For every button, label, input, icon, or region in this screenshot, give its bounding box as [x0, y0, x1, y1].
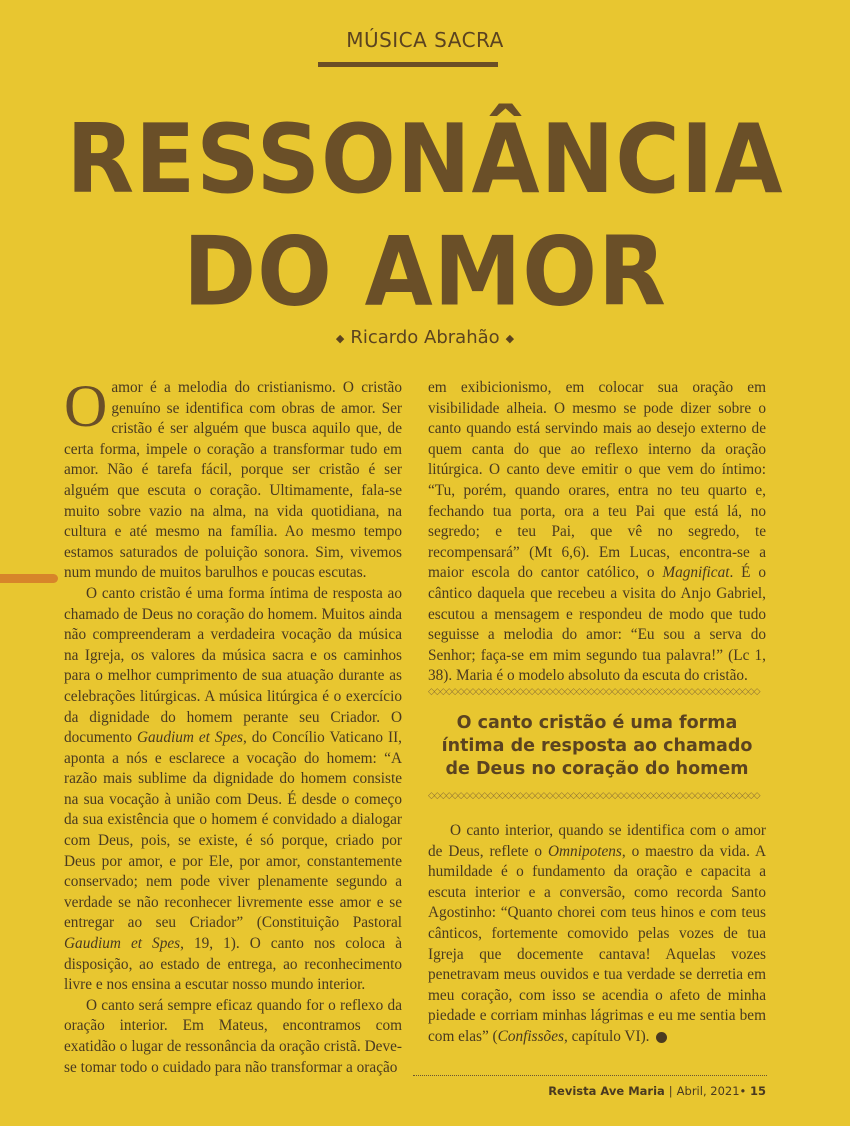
byline [0, 327, 850, 348]
paragraph: em exibicionismo, em colocar sua oração em visibilidade alheia. O mesmo se pode dizer sobre o canto quando está servindo mais ao desejo externo de quem canta do que ao reflexo interno da oração litúrgica. O canto deve emitir o que vem do íntimo: “Tu, porém, quando orares, entra no teu quarto e, fechando tua porta, ora a teu Pai que está lá, no segredo; e teu Pai, que vê no segredo, te recompensará” (Mt 6,6). Em Lucas, encontra-se a maior escola do cantor católico, o Magnificat. É o cântico daquela que recebeu a visita do Anjo Gabriel, escutou a mensagem e respondeu de modo que tudo seguisse a melodia do amor: “Eu sou a serva do Senhor; faça-se em mim segundo tua palavra!” (Lc 1, 38). Maria é o modelo absoluto da escuta do cristão. [428, 379, 767, 685]
side-tab-marker [0, 574, 58, 583]
title-line-1: RESSONÂNCIA [66, 103, 784, 215]
article-title [0, 104, 850, 329]
page-separator: • [739, 1084, 747, 1098]
decorative-divider: ◇◇◇◇◇◇◇◇◇◇◇◇◇◇◇◇◇◇◇◇◇◇◇◇◇◇◇◇◇◇◇◇◇◇◇◇◇◇◇◇◇◇◇◇◇◇◇◇◇◇◇◇◇◇◇◇ [428, 688, 760, 696]
footer-rule [413, 1075, 767, 1076]
paragraph: O canto interior, quando se identifica com o amor de Deus, reflete o Omnipotens, o maestro da vida. A humildade é o fundamento da oração e capacita a escuta interior e a conversão, como recorda Santo Agostinho: “Quanto chorei com teus hinos e com teus cânticos, fortemente comovido pelas vozes de tua Igreja que docemente cantava! Aquelas vozes penetravam meus ouvidos e tua verdade se derretia em meu coração, com isso se acendia o afeto de minha piedade e corriam minhas lágrimas e eu me sentia bem com elas” (Confissões, capítulo VI). [428, 822, 767, 1045]
pull-quote: O canto cristão é uma forma íntima de resposta ao chamado de Deus no coração do homem [441, 713, 753, 779]
right-column-top [428, 378, 766, 687]
end-mark-icon [656, 1032, 667, 1043]
magazine-name: Revista Ave Maria [548, 1084, 665, 1098]
decorative-divider: ◇◇◇◇◇◇◇◇◇◇◇◇◇◇◇◇◇◇◇◇◇◇◇◇◇◇◇◇◇◇◇◇◇◇◇◇◇◇◇◇◇◇◇◇◇◇◇◇◇◇◇◇◇◇◇◇ [428, 792, 760, 800]
section-rule [318, 62, 498, 67]
drop-cap: O [64, 373, 108, 439]
title-line-2: DO AMOR [183, 216, 667, 328]
paragraph: Oamor é a melodia do cristianismo. O cristão genuíno se identifica com obras de amor. Ser cristão é ser alguém que busca aquilo que, de certa forma, impele o coração a transformar tudo em amor. Não é tarefa fácil, porque ser cristão é ser alguém que escuta o coração. Ultimamente, fala-se muito sobre vazio na alma, na vida quotidiana, na cultura e até mesmo na família. Ao mesmo tempo estamos saturados de poluição sonora. Sim, vivemos num mundo de muitos barulhos e poucas escutas. [64, 373, 402, 582]
right-column-bottom [428, 821, 766, 1048]
diamond-icon: ◆ [335, 331, 345, 345]
author-name: Ricardo Abrahão [350, 327, 500, 348]
section-label: MÚSICA SACRA [346, 28, 504, 52]
paragraph: O canto cristão é uma forma íntima de resposta ao chamado de Deus no coração do homem. Muitos ainda não compreenderam a verdadeira vocação da música na Igreja, os valores da música sacra e os caminhos para o melhor cumprimento de sua atuação durante as celebrações litúrgicas. A música litúrgica é o exercício da dignidade do homem perante seu Criador. O documento Gaudium et Spes, do Concílio Vaticano II, aponta a nós e esclarece a vocação do homem: “A razão mais sublime da dignidade do homem consiste na sua vocação à união com Deus. É desde o começo da sua existência que o homem é convidado a dialogar com Deus, pois, se existe, é só porque, criado por Deus por amor, e por Ele, por amor, constantemente conservado; nem pode viver plenamente segundo a verdade se não reconhecer livremente esse amor e se entregar ao seu Criador” (Constituição Pastoral Gaudium et Spes, 19, 1). O canto nos coloca à disposição, ao estado de entrega, ao reconhecimento livre e nos ensina a escutar nosso mundo interior. [64, 584, 402, 994]
page-number: 15 [749, 1084, 766, 1098]
footer-separator: | [668, 1084, 673, 1098]
issue-date: Abril, 2021 [676, 1084, 740, 1098]
left-column [64, 373, 402, 1078]
page-footer [548, 1084, 766, 1098]
paragraph: O canto será sempre eficaz quando for o reflexo da oração interior. Em Mateus, encontramos com exatidão o lugar de ressonância da oração cristã. Deve-se tomar todo o cuidado para não transformar a oração [64, 996, 402, 1076]
diamond-icon: ◆ [505, 331, 515, 345]
